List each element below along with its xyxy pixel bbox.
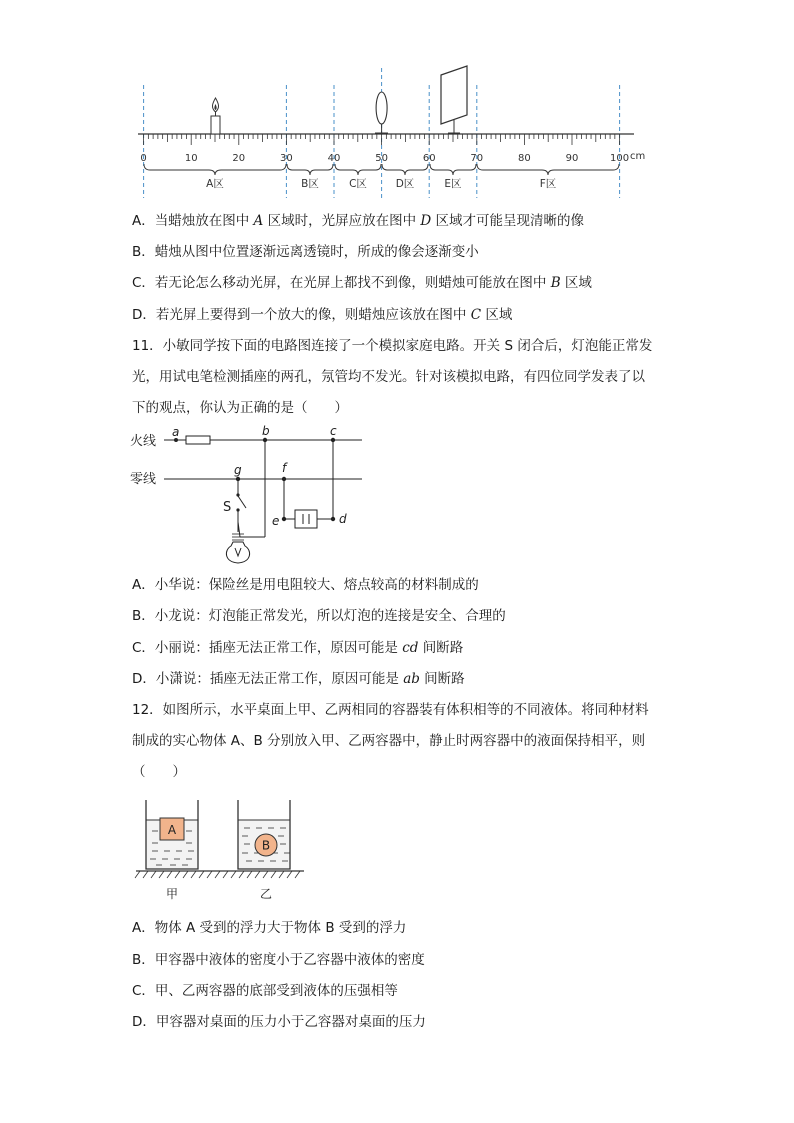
q12-stem-line-2: 制成的实心物体 A、B 分别放入甲、乙两容器中，静止时两容器中的液面保持相平，则 [132,733,646,749]
label-jia: 甲 [165,887,179,901]
object-a-label: A [167,823,177,837]
neutral-wire-label: 零线 [130,472,157,487]
option-text: D．小潇说：插座无法正常工作，原因可能是 [132,671,404,687]
option-text: 区域才可能呈现清晰的像 [431,213,584,229]
tick-label: 20 [232,153,246,164]
ruler-ticks [144,134,620,145]
q12-option-a[interactable] [132,918,406,938]
option-variable: B [550,275,561,291]
point-label-a: a [172,425,180,439]
region-label-c: C区 [349,178,367,190]
point-label-d: d [339,512,347,526]
q10-option-b[interactable] [132,242,479,262]
option-variable: ab [403,671,420,687]
option-variable: A [253,213,264,229]
q11-stem-line-3: 下的观点，你认为正确的是（ ） [132,400,348,416]
region-label-d: D区 [395,178,415,190]
container-yi [238,800,290,869]
option-text: B．小龙说：灯泡能正常发光，所以灯泡的连接是安全、合理的 [132,608,506,624]
option-text: 区域时，光屏应放在图中 [263,213,421,229]
region-label-a: A区 [206,178,224,190]
point-label-e: e [272,514,280,528]
q12-option-b[interactable] [132,950,425,970]
q12-stem-line-3: （ ） [132,764,186,780]
q11-option-a[interactable] [132,575,479,595]
candle-icon [211,98,220,134]
option-text: C．小丽说：插座无法正常工作，原因可能是 [132,640,403,656]
containers-figure [132,796,312,908]
tick-label: 40 [327,153,341,164]
label-yi: 乙 [259,887,273,901]
q11-option-d[interactable] [132,669,465,689]
point-label-g: g [234,463,242,477]
q10-option-c[interactable] [132,273,592,293]
q11-option-b[interactable] [132,606,506,626]
tick-label: 50 [375,153,388,164]
tick-label: 0 [140,153,147,164]
option-text: C．甲、乙两容器的底部受到液体的压强相等 [132,983,398,999]
option-text: 间断路 [419,671,465,687]
object-b-label: B [261,838,271,853]
option-text: D．若光屏上要得到一个放大的像，则蜡烛应该放在图中 [132,307,471,323]
tick-label: 60 [422,153,436,164]
q12-stem-line-1: 12．如图所示，水平桌面上甲、乙两相同的容器装有体积相等的不同液体。将同种材料 [132,702,649,718]
q10-option-a[interactable] [132,211,584,231]
region-label-f: F区 [539,178,557,190]
tick-label: 90 [565,153,579,164]
option-variable: D [420,213,432,229]
option-text: C．若无论怎么移动光屏，在光屏上都找不到像，则蜡烛可能放在图中 [132,275,551,291]
live-wire-label: 火线 [130,434,157,449]
option-text: B．蜡烛从图中位置逐渐远离透镜时，所成的像会逐渐变小 [132,244,479,260]
point-label-b: b [262,424,270,438]
light-screen-icon [441,66,467,134]
q12-option-d[interactable] [132,1012,426,1032]
point-label-c: c [330,424,337,438]
tick-label: 70 [470,153,484,164]
option-text: A．物体 A 受到的浮力大于物体 B 受到的浮力 [132,920,407,936]
q11-stem-line-2: 光，用试电笔检测插座的两孔，氖管均不发光。针对该模拟电路，有四位同学发表了以 [132,369,645,385]
q11-option-c[interactable] [132,638,463,658]
q12-option-c[interactable] [132,981,398,1001]
option-text: A．小华说：保险丝是用电阻较大、熔点较高的材料制成的 [132,577,479,593]
container-jia [146,800,198,869]
tick-label: 80 [518,153,531,164]
option-text: 间断路 [418,640,464,656]
switch-label: S [223,500,232,515]
option-variable: cd [402,640,419,656]
tick-label: 10 [184,153,198,164]
circuit-wires [164,436,362,537]
table-surface [135,871,304,878]
ruler-unit: cm [630,151,646,162]
optical-bench-figure [120,60,660,200]
option-text: 区域 [560,275,592,291]
q10-option-d[interactable] [132,305,512,325]
tick-label: 30 [280,153,293,164]
circuit-figure [128,424,368,574]
convex-lens-icon [375,92,388,134]
option-variable: C [470,307,482,323]
option-text: A．当蜡烛放在图中 [132,213,254,229]
ruler-tick-labels [140,153,629,164]
option-text: 区域 [481,307,513,323]
q11-stem-line-1: 11．小敏同学按下面的电路图连接了一个模拟家庭电路。开关 S 闭合后，灯泡能正常发 [132,338,653,354]
option-text: D．甲容器对桌面的压力小于乙容器对桌面的压力 [132,1014,426,1030]
tick-label: 100 [610,153,630,164]
bulb-icon [226,522,249,563]
option-text: B．甲容器中液体的密度小于乙容器中液体的密度 [132,952,425,968]
region-label-b: B区 [301,178,319,190]
region-label-e: E区 [444,178,462,190]
point-label-f: f [282,461,287,475]
